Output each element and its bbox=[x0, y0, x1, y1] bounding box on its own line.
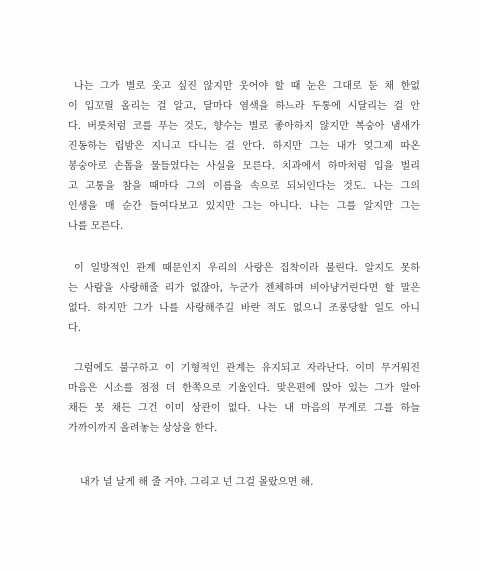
paragraph-line: 그럼에도 불구하고 이 기형적인 관계는 유지되고 자라난다. 이미 무거워진 bbox=[74, 363, 420, 374]
paragraph-line: 나는 그가 별로 웃고 싶진 않지만 웃어야 할 때 눈은 그대로 둔 채 한없 bbox=[74, 81, 420, 92]
closing-line: 내가 널 날게 해 줄 거야. 그리고 넌 그걸 몰랐으면 해. bbox=[80, 477, 314, 488]
paragraph-line: 마음은 시소를 점점 더 한쪽으로 기울인다. 맞은편에 앉아 있는 그가 알아 bbox=[68, 383, 420, 394]
paragraph-line: 이 일방적인 관계 때문인지 우리의 사랑은 집착이라 불린다. 알지도 못하 bbox=[74, 263, 420, 274]
paragraph-line: 고 고통을 참을 때마다 그의 이름을 속으로 되뇌인다는 것도. 나는 그의 bbox=[68, 181, 420, 192]
paragraph-line: 진동하는 립밤은 지니고 다니는 걸 안다. 하지만 그는 내가 엊그제 따온 bbox=[68, 141, 420, 152]
paragraph-line: 인생을 매 순간 들여다보고 있지만 그는 아니다. 나는 그를 알지만 그는 bbox=[68, 201, 420, 212]
paragraph-line: 다. 버릇처럼 코를 푸는 것도, 향수는 별로 좋아하지 않지만 복숭아 냄새가 bbox=[68, 121, 420, 132]
paragraph-line: 는 사람을 사랑해줄 리가 없잖아, 누군가 젠체하며 비아냥거린다면 할 말은 bbox=[68, 283, 420, 294]
paragraph-line: 없다. 하지만 그가 나를 사랑해주길 바란 적도 없으니 조롱당할 일도 아니 bbox=[68, 303, 420, 314]
paragraph-line: 나를 모른다. bbox=[68, 221, 124, 232]
paragraph-line: 봉숭아로 손톱을 물들였다는 사실을 모른다. 치과에서 하마처럼 입을 벌리 bbox=[68, 161, 420, 172]
paragraph-line: 가까이까지 올려놓는 상상을 한다. bbox=[68, 423, 218, 434]
paragraph-line: 다. bbox=[68, 323, 81, 334]
paragraph-line: 채든 못 채든 그건 이미 상관이 없다. 나는 내 마음의 무게로 그를 하늘 bbox=[68, 403, 420, 414]
paragraph-line: 이 입꼬릴 올리는 걸 알고, 달마다 염색을 하느라 두통에 시달리는 걸 안 bbox=[68, 101, 420, 112]
